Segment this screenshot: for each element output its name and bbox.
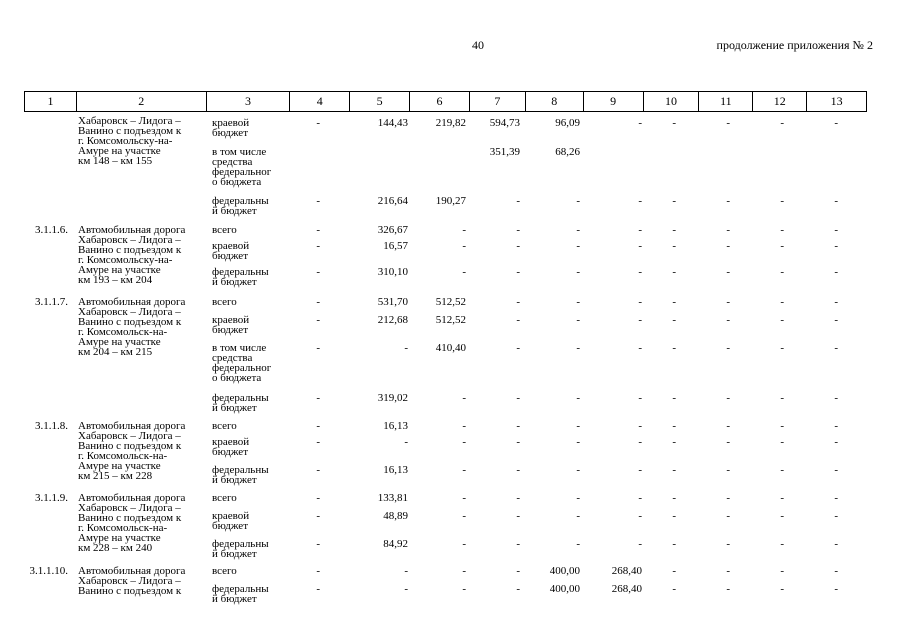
cell-value: - — [726, 224, 730, 236]
cell-value: - — [726, 510, 730, 522]
cell-value: - — [638, 392, 642, 404]
cell-value: - — [726, 296, 730, 308]
cell-value: 351,39 — [489, 146, 520, 158]
cell-value: - — [672, 240, 676, 252]
row-budget-type: федеральны й бюджет — [212, 195, 269, 217]
row-code: 3.1.1.6. — [35, 224, 68, 236]
cell-value: - — [780, 510, 784, 522]
cell-value: - — [780, 565, 784, 577]
cell-value: - — [316, 464, 320, 476]
cell-value: - — [726, 240, 730, 252]
row-budget-type: всего — [212, 565, 237, 577]
row-code: 3.1.1.8. — [35, 420, 68, 432]
cell-value: 310,10 — [377, 266, 408, 278]
row-budget-type: федеральны й бюджет — [212, 392, 269, 414]
cell-value: - — [516, 240, 520, 252]
cell-value: - — [780, 583, 784, 595]
cell-value: - — [726, 436, 730, 448]
row-name: Автомобильная дорога Хабаровск – Лидога – Ванино с подъездом к — [78, 565, 186, 597]
cell-value: - — [672, 296, 676, 308]
cell-value: 400,00 — [549, 565, 580, 577]
cell-value: - — [316, 195, 320, 207]
row-budget-type: всего — [212, 296, 237, 308]
cell-value: - — [834, 392, 838, 404]
cell-value: 512,52 — [435, 296, 466, 308]
cell-value: - — [404, 583, 408, 595]
cell-value: - — [516, 510, 520, 522]
header-col-12: 12 — [753, 92, 807, 111]
row-code: 3.1.1.7. — [35, 296, 68, 308]
cell-value: - — [638, 492, 642, 504]
cell-value: - — [780, 464, 784, 476]
cell-value: - — [780, 392, 784, 404]
row-code: 3.1.1.10. — [29, 565, 68, 577]
cell-value: - — [672, 436, 676, 448]
cell-value: - — [316, 436, 320, 448]
row-budget-type: в том числе средства федеральног о бюджета — [212, 146, 272, 188]
header-col-6: 6 — [410, 92, 470, 111]
row-budget-type: краевой бюджет — [212, 117, 250, 139]
row-name: Автомобильная дорога Хабаровск – Лидога – Ванино с подъездом к г. Комсомольску-на- Амуре на участке км 193 – км 204 — [78, 224, 186, 286]
cell-value: - — [462, 565, 466, 577]
cell-value: - — [516, 565, 520, 577]
cell-value: - — [516, 583, 520, 595]
row-budget-type: краевой бюджет — [212, 240, 250, 262]
row-budget-type: всего — [212, 420, 237, 432]
cell-value: 219,82 — [435, 117, 466, 129]
cell-value: 68,26 — [555, 146, 580, 158]
cell-value: - — [316, 510, 320, 522]
cell-value: - — [404, 436, 408, 448]
cell-value: - — [462, 510, 466, 522]
cell-value: - — [316, 224, 320, 236]
cell-value: - — [516, 342, 520, 354]
cell-value: - — [516, 538, 520, 550]
cell-value: - — [672, 492, 676, 504]
cell-value: - — [316, 392, 320, 404]
cell-value: - — [834, 538, 838, 550]
cell-value: 133,81 — [377, 492, 408, 504]
cell-value: - — [462, 538, 466, 550]
cell-value: 190,27 — [435, 195, 466, 207]
cell-value: - — [316, 296, 320, 308]
row-budget-type: в том числе средства федеральног о бюджета — [212, 342, 272, 384]
cell-value: - — [316, 266, 320, 278]
cell-value: - — [726, 342, 730, 354]
cell-value: - — [516, 392, 520, 404]
row-budget-type: федеральны й бюджет — [212, 464, 269, 486]
cell-value: - — [780, 436, 784, 448]
cell-value: - — [726, 266, 730, 278]
row-name: Автомобильная дорога Хабаровск – Лидога – Ванино с подъездом к г. Комсомольск-на- Амуре на участке км 204 – км 215 — [78, 296, 186, 358]
cell-value: - — [404, 565, 408, 577]
cell-value: - — [462, 224, 466, 236]
cell-value: 410,40 — [435, 342, 466, 354]
cell-value: - — [780, 420, 784, 432]
cell-value: - — [672, 224, 676, 236]
cell-value: - — [576, 314, 580, 326]
cell-value: 48,89 — [383, 510, 408, 522]
cell-value: - — [638, 224, 642, 236]
row-name: Автомобильная дорога Хабаровск – Лидога – Ванино с подъездом к г. Комсомольск-на- Амуре на участке км 228 – км 240 — [78, 492, 186, 554]
cell-value: - — [726, 420, 730, 432]
cell-value: - — [576, 436, 580, 448]
cell-value: - — [672, 392, 676, 404]
cell-value: 268,40 — [611, 583, 642, 595]
cell-value: - — [516, 420, 520, 432]
cell-value: - — [638, 538, 642, 550]
cell-value: 531,70 — [377, 296, 408, 308]
cell-value: - — [672, 583, 676, 595]
cell-value: - — [672, 420, 676, 432]
cell-value: - — [726, 117, 730, 129]
cell-value: - — [462, 583, 466, 595]
cell-value: - — [462, 266, 466, 278]
cell-value: - — [672, 565, 676, 577]
cell-value: - — [834, 436, 838, 448]
cell-value: - — [638, 117, 642, 129]
cell-value: - — [462, 492, 466, 504]
cell-value: 400,00 — [549, 583, 580, 595]
row-budget-type: федеральны й бюджет — [212, 538, 269, 560]
cell-value: - — [834, 117, 838, 129]
cell-value: - — [638, 436, 642, 448]
header-col-13: 13 — [830, 94, 843, 108]
header-col-7: 7 — [470, 92, 526, 111]
cell-value: - — [780, 117, 784, 129]
cell-value: - — [834, 224, 838, 236]
header-col-9: 9 — [584, 92, 644, 111]
row-budget-type: краевой бюджет — [212, 314, 250, 336]
cell-value: 212,68 — [377, 314, 408, 326]
cell-value: 512,52 — [435, 314, 466, 326]
cell-value: 144,43 — [377, 117, 408, 129]
cell-value: - — [672, 510, 676, 522]
row-budget-type: краевой бюджет — [212, 436, 250, 458]
cell-value: - — [638, 420, 642, 432]
cell-value: - — [576, 392, 580, 404]
cell-value: - — [516, 266, 520, 278]
cell-value: - — [726, 565, 730, 577]
row-budget-type: федеральны й бюджет — [212, 583, 269, 605]
header-col-1: 1 — [25, 92, 77, 111]
cell-value: - — [672, 266, 676, 278]
header-col-2: 2 — [77, 92, 207, 111]
cell-value: - — [638, 464, 642, 476]
cell-value: - — [834, 565, 838, 577]
row-code: 3.1.1.9. — [35, 492, 68, 504]
cell-value: 319,02 — [377, 392, 408, 404]
cell-value: - — [834, 266, 838, 278]
header-col-10: 10 — [644, 92, 700, 111]
cell-value: - — [780, 342, 784, 354]
cell-value: - — [726, 583, 730, 595]
cell-value: - — [576, 510, 580, 522]
cell-value: - — [516, 436, 520, 448]
continuation-label: продолжение приложения № 2 — [716, 38, 873, 52]
cell-value: - — [834, 195, 838, 207]
cell-value: - — [780, 266, 784, 278]
cell-value: - — [638, 195, 642, 207]
cell-value: - — [834, 583, 838, 595]
cell-value: - — [316, 492, 320, 504]
cell-value: - — [316, 583, 320, 595]
row-budget-type: федеральны й бюджет — [212, 266, 269, 288]
cell-value: - — [672, 538, 676, 550]
row-budget-type: всего — [212, 224, 237, 236]
cell-value: - — [316, 314, 320, 326]
cell-value: - — [780, 240, 784, 252]
cell-value: - — [672, 464, 676, 476]
cell-value: - — [726, 464, 730, 476]
header-col-4: 4 — [290, 92, 350, 111]
cell-value: - — [672, 314, 676, 326]
header-col-3: 3 — [207, 92, 291, 111]
cell-value: - — [726, 538, 730, 550]
cell-value: - — [576, 342, 580, 354]
cell-value: - — [780, 538, 784, 550]
cell-value: 268,40 — [611, 565, 642, 577]
cell-value: - — [834, 492, 838, 504]
cell-value: - — [726, 492, 730, 504]
cell-value: 16,57 — [383, 240, 408, 252]
cell-value: - — [462, 464, 466, 476]
cell-value: - — [780, 314, 784, 326]
cell-value: - — [726, 195, 730, 207]
cell-value: - — [576, 492, 580, 504]
cell-value: - — [672, 195, 676, 207]
cell-value: - — [834, 314, 838, 326]
cell-value: - — [780, 296, 784, 308]
cell-value: - — [638, 266, 642, 278]
cell-value: - — [672, 342, 676, 354]
cell-value: - — [834, 296, 838, 308]
cell-value: - — [638, 510, 642, 522]
cell-value: 96,09 — [555, 117, 580, 129]
cell-value: 326,67 — [377, 224, 408, 236]
cell-value: 594,73 — [489, 117, 520, 129]
cell-value: - — [462, 436, 466, 448]
cell-value: - — [726, 314, 730, 326]
cell-value: 216,64 — [377, 195, 408, 207]
header-col-5: 5 — [350, 92, 410, 111]
cell-value: - — [516, 314, 520, 326]
row-name: Автомобильная дорога Хабаровск – Лидога – Ванино с подъездом к г. Комсомольск-на- Амуре на участке км 215 – км 228 — [78, 420, 186, 482]
cell-value: - — [516, 224, 520, 236]
cell-value: 16,13 — [383, 464, 408, 476]
cell-value: - — [576, 296, 580, 308]
cell-value: - — [780, 195, 784, 207]
cell-value: - — [834, 510, 838, 522]
cell-value: - — [316, 565, 320, 577]
cell-value: - — [638, 342, 642, 354]
cell-value: - — [576, 420, 580, 432]
cell-value: - — [316, 538, 320, 550]
cell-value: - — [516, 492, 520, 504]
cell-value: - — [316, 420, 320, 432]
cell-value: - — [462, 392, 466, 404]
header-col-11: 11 — [699, 92, 753, 111]
cell-value: - — [516, 464, 520, 476]
row-name: Хабаровск – Лидога – Ванино с подъездом к г. Комсомольску-на- Амуре на участке км 148 – км 155 — [78, 115, 182, 167]
table-header — [24, 91, 867, 112]
cell-value: 16,13 — [383, 420, 408, 432]
cell-value: - — [576, 538, 580, 550]
cell-value: - — [834, 464, 838, 476]
cell-value: - — [672, 117, 676, 129]
cell-value: - — [576, 195, 580, 207]
cell-value: - — [316, 117, 320, 129]
cell-value: - — [780, 224, 784, 236]
cell-value: - — [834, 342, 838, 354]
header-col-8: 8 — [526, 92, 584, 111]
cell-value: - — [576, 266, 580, 278]
cell-value: - — [516, 296, 520, 308]
cell-value: - — [834, 240, 838, 252]
cell-value: - — [638, 296, 642, 308]
cell-value: - — [576, 240, 580, 252]
cell-value: - — [726, 392, 730, 404]
cell-value: - — [316, 342, 320, 354]
cell-value: 84,92 — [383, 538, 408, 550]
cell-value: - — [316, 240, 320, 252]
cell-value: - — [638, 240, 642, 252]
cell-value: - — [516, 195, 520, 207]
cell-value: - — [576, 224, 580, 236]
row-budget-type: всего — [212, 492, 237, 504]
row-budget-type: краевой бюджет — [212, 510, 250, 532]
cell-value: - — [780, 492, 784, 504]
cell-value: - — [462, 420, 466, 432]
cell-value: - — [834, 420, 838, 432]
cell-value: - — [462, 240, 466, 252]
cell-value: - — [404, 342, 408, 354]
cell-value: - — [638, 314, 642, 326]
cell-value: - — [576, 464, 580, 476]
page-number: 40 — [472, 38, 484, 52]
